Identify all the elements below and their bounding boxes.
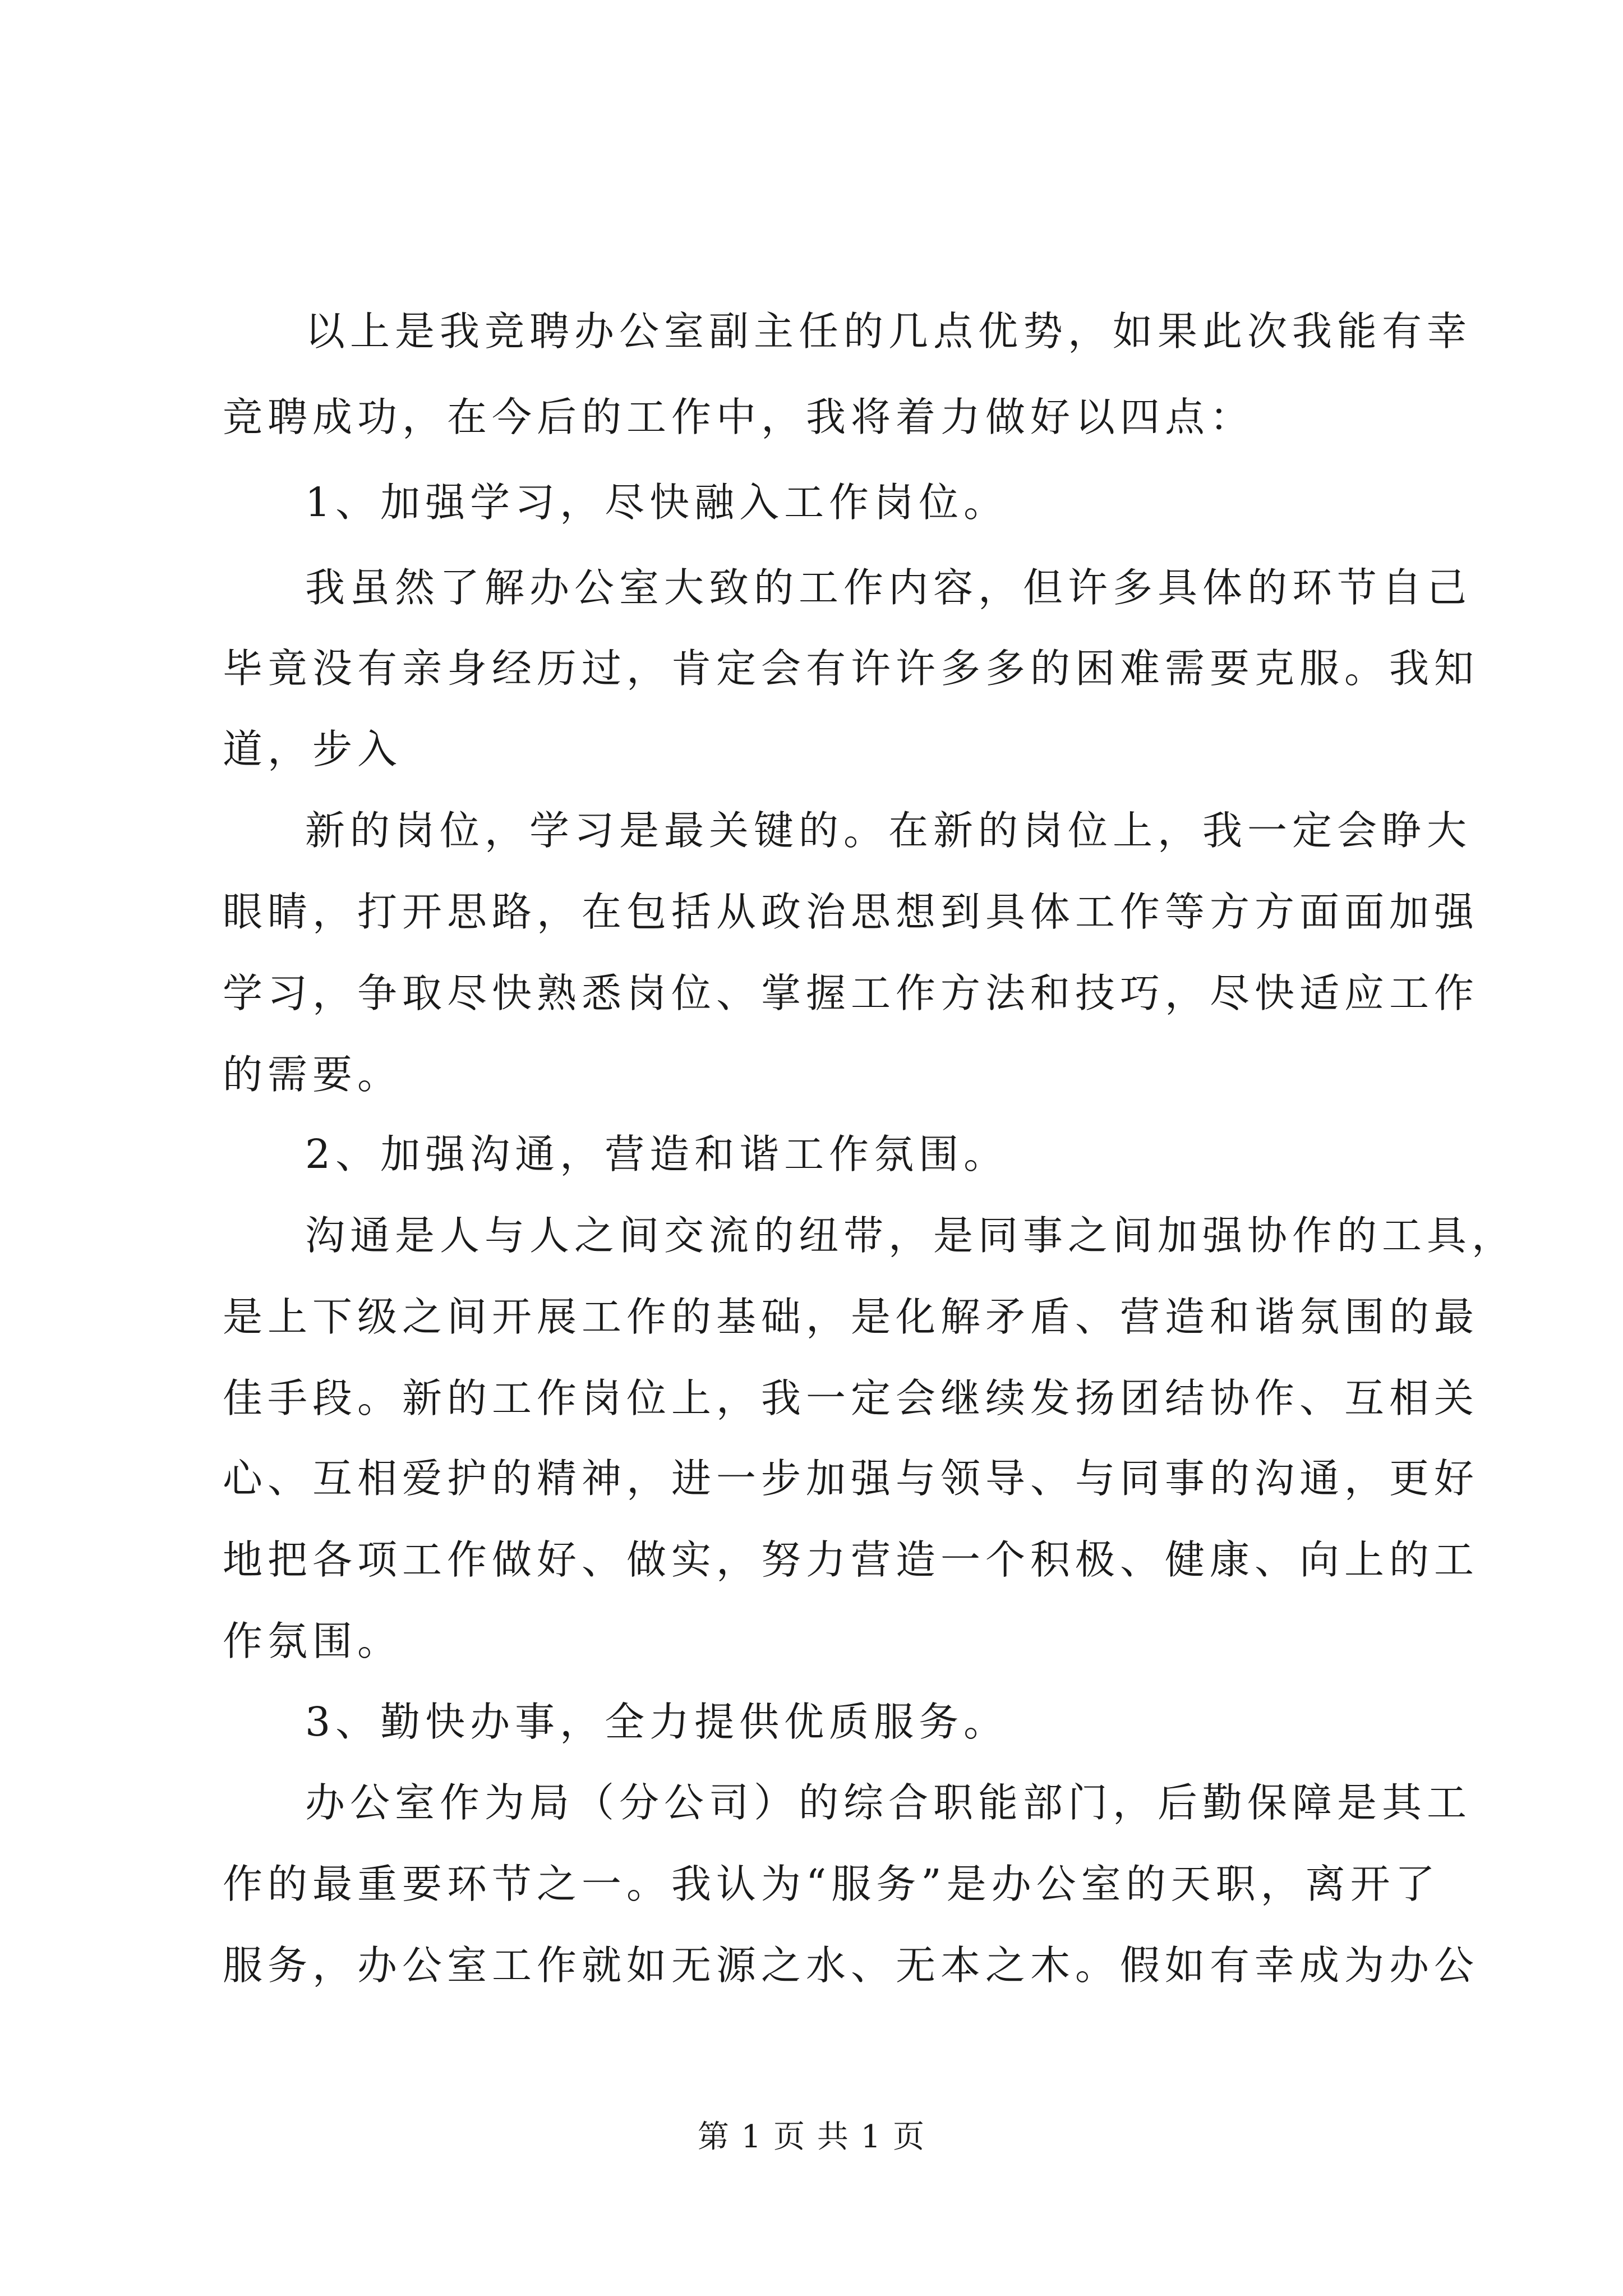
text-line: 服务，办公室工作就如无源之水、无本之木。假如有幸成为办公 (223, 1942, 1479, 1989)
text-line: 佳手段。新的工作岗位上，我一定会继续发扬团结协作、互相关 (223, 1375, 1479, 1421)
text-line: 作氛围。 (223, 1618, 403, 1664)
text-line: 毕竟没有亲身经历过，肯定会有许许多多的困难需要克服。我知 (223, 645, 1479, 692)
text-line: 地把各项工作做好、做实，努力营造一个积极、健康、向上的工 (223, 1536, 1479, 1583)
text-line: 学习，争取尽快熟悉岗位、掌握工作方法和技巧，尽快适应工作 (223, 970, 1479, 1016)
text-line: 我虽然了解办公室大致的工作内容，但许多具体的环节自己 (305, 564, 1472, 611)
text-line: 竞聘成功，在今后的工作中，我将着力做好以四点： (223, 394, 1255, 440)
page-footer: 第 1 页 共 1 页 (697, 2119, 926, 2155)
text-line: 办公室作为局（分公司）的综合职能部门，后勤保障是其工 (305, 1779, 1472, 1826)
text-line: 心、互相爱护的精神，进一步加强与领导、与同事的沟通，更好 (223, 1455, 1479, 1502)
text-line: 是上下级之间开展工作的基础，是化解矛盾、营造和谐氛围的最 (223, 1294, 1479, 1340)
text-line: 沟通是人与人之间交流的纽带，是同事之间加强协作的工具， (305, 1212, 1517, 1259)
text-line: 的需要。 (223, 1051, 403, 1098)
text-line: 眼睛，打开思路，在包括从政治思想到具体工作等方方面面加强 (223, 889, 1479, 935)
text-line: 1、加强学习，尽快融入工作岗位。 (305, 479, 1009, 526)
text-line: 道，步入 (223, 726, 403, 772)
text-line: 作的最重要环节之一。我认为“服务”是办公室的天职，离开了 (223, 1861, 1440, 1907)
text-line: 以上是我竞聘办公室副主任的几点优势，如果此次我能有幸 (305, 308, 1472, 355)
text-line: 3、勤快办事，全力提供优质服务。 (305, 1699, 1009, 1745)
text-line: 2、加强沟通，营造和谐工作氛围。 (305, 1131, 1009, 1177)
text-line: 新的岗位，学习是最关键的。在新的岗位上，我一定会睁大 (305, 807, 1472, 854)
